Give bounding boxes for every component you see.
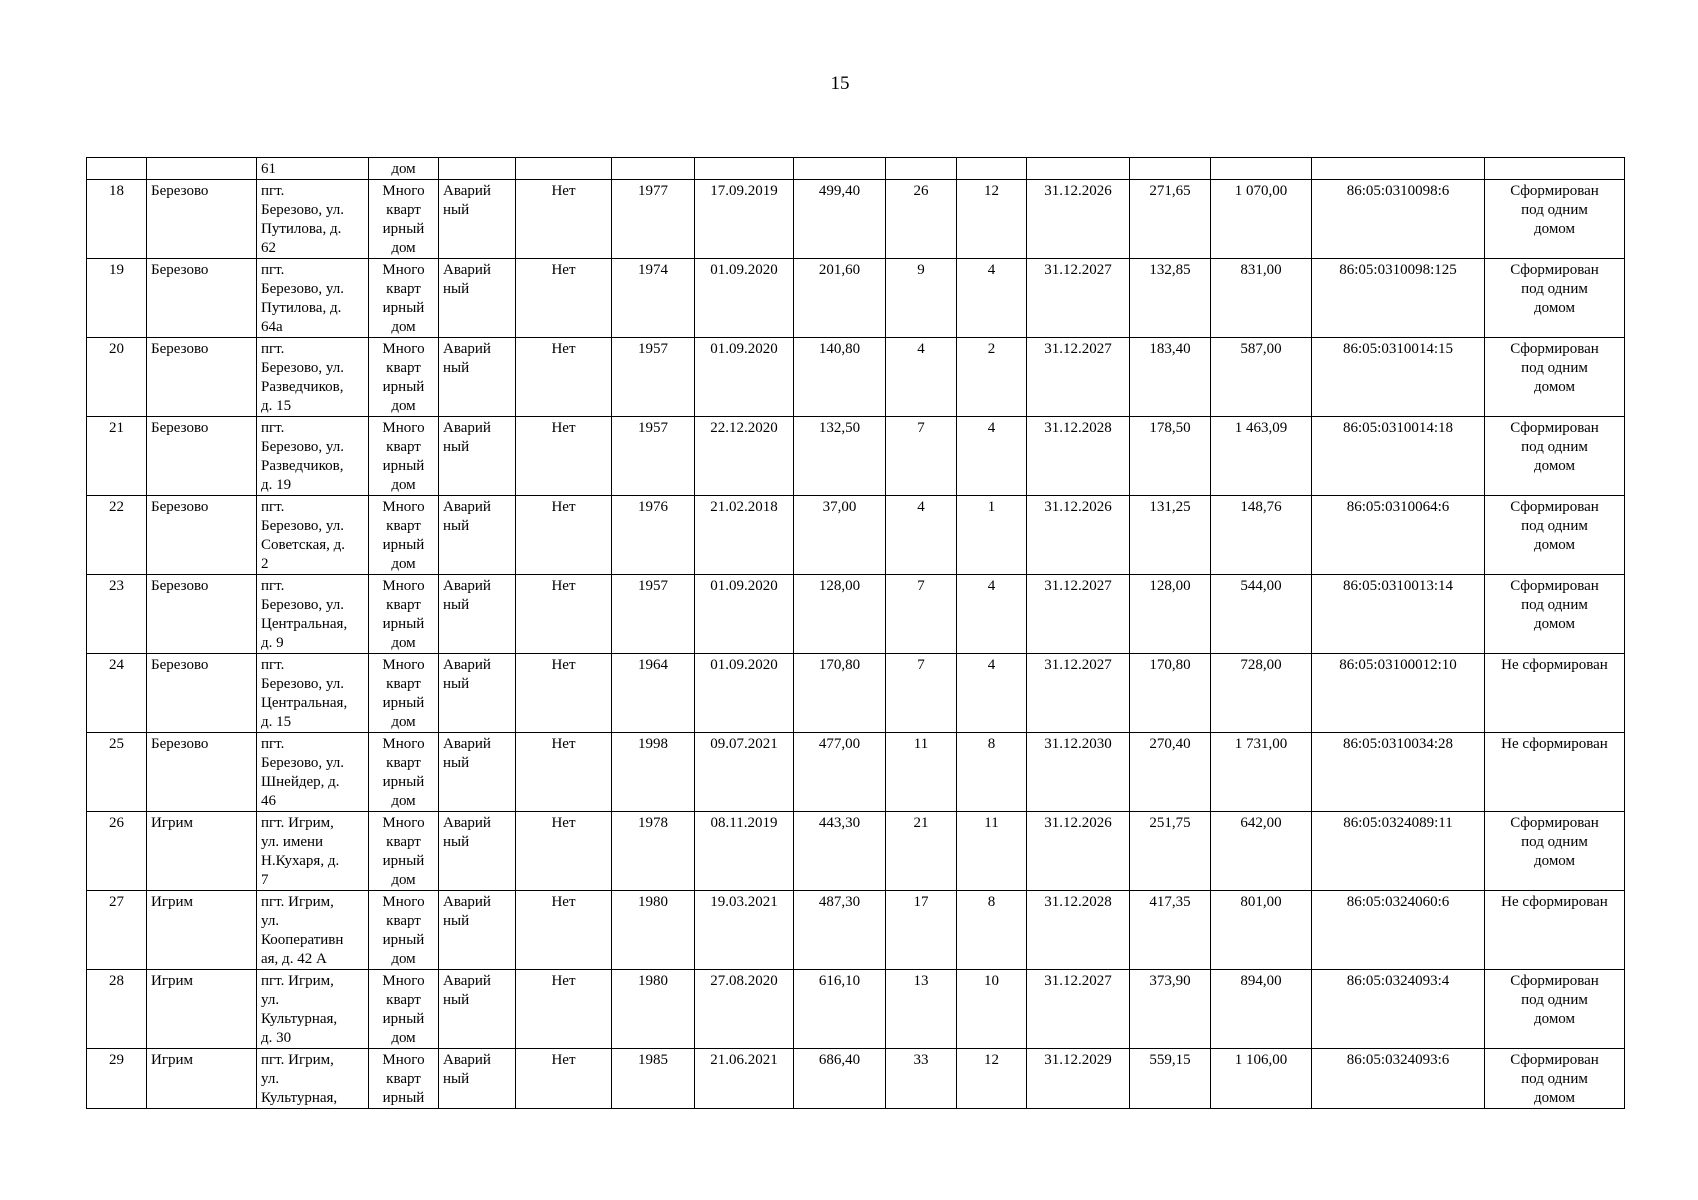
cell-land-status: Сформирован под одним домом — [1485, 259, 1625, 338]
cell-area: 443,30 — [794, 812, 886, 891]
cell-year: 1957 — [612, 575, 695, 654]
cell-land-area: 148,76 — [1211, 496, 1312, 575]
cell-residents: 9 — [886, 259, 957, 338]
cell-residents: 7 — [886, 654, 957, 733]
cell-num: 18 — [87, 180, 147, 259]
cell-deadline: 31.12.2027 — [1027, 259, 1130, 338]
cell-cadastral: 86:05:0324093:6 — [1312, 1049, 1485, 1109]
cell-locality: Игрим — [147, 1049, 257, 1109]
cell-land-area: 894,00 — [1211, 970, 1312, 1049]
cell-date: 01.09.2020 — [695, 575, 794, 654]
cell-apartments — [957, 158, 1027, 180]
cell-num: 20 — [87, 338, 147, 417]
cell-area: 616,10 — [794, 970, 886, 1049]
cell-land-status: Не сформирован — [1485, 891, 1625, 970]
cell-apartments: 4 — [957, 417, 1027, 496]
cell-flag: Нет — [516, 180, 612, 259]
cell-residents: 7 — [886, 575, 957, 654]
cell-year: 1957 — [612, 338, 695, 417]
cell-year: 1980 — [612, 970, 695, 1049]
cell-condition: Аварий ный — [439, 733, 516, 812]
cell-year — [612, 158, 695, 180]
cell-residents: 11 — [886, 733, 957, 812]
cell-area2: 131,25 — [1130, 496, 1211, 575]
cell-year: 1977 — [612, 180, 695, 259]
cell-year: 1985 — [612, 1049, 695, 1109]
cell-num — [87, 158, 147, 180]
cell-condition: Аварий ный — [439, 970, 516, 1049]
cell-locality: Березово — [147, 417, 257, 496]
cell-deadline: 31.12.2027 — [1027, 970, 1130, 1049]
cell-area — [794, 158, 886, 180]
cell-date: 01.09.2020 — [695, 338, 794, 417]
cell-area: 128,00 — [794, 575, 886, 654]
cell-apartments: 4 — [957, 654, 1027, 733]
cell-residents: 7 — [886, 417, 957, 496]
cell-apartments: 2 — [957, 338, 1027, 417]
cell-area: 487,30 — [794, 891, 886, 970]
cell-date: 01.09.2020 — [695, 654, 794, 733]
cell-land-status: Сформирован под одним домом — [1485, 812, 1625, 891]
cell-cadastral: 86:05:0310013:14 — [1312, 575, 1485, 654]
cell-condition: Аварий ный — [439, 575, 516, 654]
cell-year: 1964 — [612, 654, 695, 733]
cell-address: пгт. Березово, ул. Путилова, д. 64а — [257, 259, 369, 338]
cell-address: пгт. Березово, ул. Центральная, д. 15 — [257, 654, 369, 733]
cell-deadline: 31.12.2030 — [1027, 733, 1130, 812]
cell-residents: 13 — [886, 970, 957, 1049]
cell-year: 1998 — [612, 733, 695, 812]
cell-residents: 4 — [886, 496, 957, 575]
cell-locality: Березово — [147, 654, 257, 733]
cell-address: пгт. Игрим, ул. имени Н.Кухаря, д. 7 — [257, 812, 369, 891]
cell-type: Много кварт ирный дом — [369, 496, 439, 575]
cell-area: 140,80 — [794, 338, 886, 417]
cell-deadline: 31.12.2026 — [1027, 496, 1130, 575]
cell-type: Много кварт ирный дом — [369, 970, 439, 1049]
cell-address: пгт. Игрим, ул. Кооперативн ая, д. 42 А — [257, 891, 369, 970]
cell-num: 28 — [87, 970, 147, 1049]
housing-registry-table — [86, 157, 1625, 1109]
cell-address: пгт. Березово, ул. Центральная, д. 9 — [257, 575, 369, 654]
cell-deadline: 31.12.2027 — [1027, 654, 1130, 733]
cell-apartments: 11 — [957, 812, 1027, 891]
table-row — [87, 970, 1625, 1049]
cell-flag: Нет — [516, 812, 612, 891]
cell-apartments: 8 — [957, 733, 1027, 812]
cell-area: 201,60 — [794, 259, 886, 338]
table-row — [87, 654, 1625, 733]
cell-locality: Березово — [147, 338, 257, 417]
cell-address: пгт. Игрим, ул. Культурная, д. 30 — [257, 970, 369, 1049]
cell-cadastral: 86:05:0310014:18 — [1312, 417, 1485, 496]
cell-num: 27 — [87, 891, 147, 970]
cell-land-status: Сформирован под одним домом — [1485, 338, 1625, 417]
cell-num: 23 — [87, 575, 147, 654]
cell-cadastral — [1312, 158, 1485, 180]
cell-num: 21 — [87, 417, 147, 496]
cell-area2: 170,80 — [1130, 654, 1211, 733]
cell-flag: Нет — [516, 970, 612, 1049]
cell-condition: Аварий ный — [439, 1049, 516, 1109]
cell-type: Много кварт ирный дом — [369, 812, 439, 891]
continuation-row — [87, 158, 1625, 180]
cell-area2: 373,90 — [1130, 970, 1211, 1049]
cell-date: 01.09.2020 — [695, 259, 794, 338]
cell-condition: Аварий ный — [439, 891, 516, 970]
cell-cadastral: 86:05:0310014:15 — [1312, 338, 1485, 417]
cell-locality — [147, 158, 257, 180]
cell-residents: 21 — [886, 812, 957, 891]
cell-type: Много кварт ирный дом — [369, 733, 439, 812]
cell-area: 499,40 — [794, 180, 886, 259]
cell-land-area: 831,00 — [1211, 259, 1312, 338]
cell-date — [695, 158, 794, 180]
cell-flag: Нет — [516, 496, 612, 575]
cell-area2 — [1130, 158, 1211, 180]
cell-flag — [516, 158, 612, 180]
cell-locality: Игрим — [147, 970, 257, 1049]
table-body — [87, 158, 1625, 1109]
cell-area: 686,40 — [794, 1049, 886, 1109]
cell-land-status: Сформирован под одним домом — [1485, 417, 1625, 496]
cell-flag: Нет — [516, 654, 612, 733]
table-row — [87, 1049, 1625, 1109]
cell-locality: Игрим — [147, 812, 257, 891]
cell-flag: Нет — [516, 575, 612, 654]
cell-deadline: 31.12.2026 — [1027, 812, 1130, 891]
cell-condition: Аварий ный — [439, 812, 516, 891]
cell-condition — [439, 158, 516, 180]
cell-apartments: 4 — [957, 259, 1027, 338]
cell-condition: Аварий ный — [439, 496, 516, 575]
cell-flag: Нет — [516, 1049, 612, 1109]
cell-land-area: 544,00 — [1211, 575, 1312, 654]
cell-date: 22.12.2020 — [695, 417, 794, 496]
cell-locality: Березово — [147, 575, 257, 654]
cell-residents: 17 — [886, 891, 957, 970]
cell-condition: Аварий ный — [439, 417, 516, 496]
cell-cadastral: 86:05:03100012:10 — [1312, 654, 1485, 733]
table-row — [87, 733, 1625, 812]
cell-land-area: 728,00 — [1211, 654, 1312, 733]
cell-date: 17.09.2019 — [695, 180, 794, 259]
cell-land-area: 1 106,00 — [1211, 1049, 1312, 1109]
cell-condition: Аварий ный — [439, 180, 516, 259]
cell-num: 26 — [87, 812, 147, 891]
cell-locality: Березово — [147, 496, 257, 575]
cell-cadastral: 86:05:0324060:6 — [1312, 891, 1485, 970]
cell-land-status: Сформирован под одним домом — [1485, 180, 1625, 259]
cell-type: Много кварт ирный дом — [369, 891, 439, 970]
cell-type: Много кварт ирный дом — [369, 259, 439, 338]
cell-apartments: 8 — [957, 891, 1027, 970]
cell-land-status: Не сформирован — [1485, 733, 1625, 812]
cell-area: 37,00 — [794, 496, 886, 575]
cell-cadastral: 86:05:0310034:28 — [1312, 733, 1485, 812]
cell-num: 24 — [87, 654, 147, 733]
cell-area2: 559,15 — [1130, 1049, 1211, 1109]
cell-cadastral: 86:05:0324093:4 — [1312, 970, 1485, 1049]
cell-area2: 271,65 — [1130, 180, 1211, 259]
cell-date: 08.11.2019 — [695, 812, 794, 891]
cell-cadastral: 86:05:0310098:125 — [1312, 259, 1485, 338]
page-number: 15 — [830, 73, 850, 94]
cell-area2: 128,00 — [1130, 575, 1211, 654]
cell-land-status: Сформирован под одним домом — [1485, 496, 1625, 575]
cell-deadline: 31.12.2028 — [1027, 891, 1130, 970]
cell-deadline: 31.12.2028 — [1027, 417, 1130, 496]
cell-flag: Нет — [516, 417, 612, 496]
cell-address: пгт. Березово, ул. Шнейдер, д. 46 — [257, 733, 369, 812]
cell-address: пгт. Березово, ул. Советская, д. 2 — [257, 496, 369, 575]
cell-land-area: 1 070,00 — [1211, 180, 1312, 259]
cell-flag: Нет — [516, 338, 612, 417]
cell-area2: 417,35 — [1130, 891, 1211, 970]
cell-date: 19.03.2021 — [695, 891, 794, 970]
cell-locality: Березово — [147, 259, 257, 338]
cell-apartments: 12 — [957, 180, 1027, 259]
cell-type: Много кварт ирный дом — [369, 654, 439, 733]
cell-year: 1980 — [612, 891, 695, 970]
cell-land-status — [1485, 158, 1625, 180]
cell-land-area: 1 731,00 — [1211, 733, 1312, 812]
cell-cadastral: 86:05:0310098:6 — [1312, 180, 1485, 259]
cell-flag: Нет — [516, 733, 612, 812]
cell-area: 170,80 — [794, 654, 886, 733]
cell-land-area — [1211, 158, 1312, 180]
cell-deadline: 31.12.2027 — [1027, 338, 1130, 417]
cell-deadline: 31.12.2026 — [1027, 180, 1130, 259]
table-row — [87, 496, 1625, 575]
cell-area: 132,50 — [794, 417, 886, 496]
cell-date: 27.08.2020 — [695, 970, 794, 1049]
table-row — [87, 891, 1625, 970]
cell-apartments: 4 — [957, 575, 1027, 654]
cell-locality: Игрим — [147, 891, 257, 970]
cell-address: пгт. Березово, ул. Путилова, д. 62 — [257, 180, 369, 259]
cell-apartments: 12 — [957, 1049, 1027, 1109]
cell-year: 1957 — [612, 417, 695, 496]
cell-residents — [886, 158, 957, 180]
cell-deadline: 31.12.2029 — [1027, 1049, 1130, 1109]
table-row — [87, 812, 1625, 891]
cell-land-area: 801,00 — [1211, 891, 1312, 970]
cell-locality: Березово — [147, 180, 257, 259]
cell-date: 21.02.2018 — [695, 496, 794, 575]
cell-apartments: 10 — [957, 970, 1027, 1049]
cell-residents: 4 — [886, 338, 957, 417]
table-row — [87, 180, 1625, 259]
cell-condition: Аварий ный — [439, 654, 516, 733]
cell-land-area: 1 463,09 — [1211, 417, 1312, 496]
cell-deadline: 31.12.2027 — [1027, 575, 1130, 654]
cell-area2: 132,85 — [1130, 259, 1211, 338]
cell-deadline — [1027, 158, 1130, 180]
cell-year: 1976 — [612, 496, 695, 575]
cell-land-area: 587,00 — [1211, 338, 1312, 417]
cell-residents: 26 — [886, 180, 957, 259]
cell-num: 22 — [87, 496, 147, 575]
cell-area2: 270,40 — [1130, 733, 1211, 812]
cell-type: Много кварт ирный дом — [369, 575, 439, 654]
table-row — [87, 338, 1625, 417]
table-row — [87, 575, 1625, 654]
cell-address: пгт. Березово, ул. Разведчиков, д. 15 — [257, 338, 369, 417]
cell-residents: 33 — [886, 1049, 957, 1109]
cell-land-status: Сформирован под одним домом — [1485, 575, 1625, 654]
cell-date: 21.06.2021 — [695, 1049, 794, 1109]
cell-condition: Аварий ный — [439, 338, 516, 417]
cell-cadastral: 86:05:0324089:11 — [1312, 812, 1485, 891]
cell-address: пгт. Березово, ул. Разведчиков, д. 19 — [257, 417, 369, 496]
cell-area2: 178,50 — [1130, 417, 1211, 496]
cell-type: Много кварт ирный — [369, 1049, 439, 1109]
cell-area2: 251,75 — [1130, 812, 1211, 891]
table-row — [87, 417, 1625, 496]
cell-year: 1974 — [612, 259, 695, 338]
cell-locality: Березово — [147, 733, 257, 812]
cell-num: 25 — [87, 733, 147, 812]
cell-condition: Аварий ный — [439, 259, 516, 338]
cell-flag: Нет — [516, 891, 612, 970]
cell-area2: 183,40 — [1130, 338, 1211, 417]
cell-type: дом — [369, 158, 439, 180]
cell-land-area: 642,00 — [1211, 812, 1312, 891]
cell-cadastral: 86:05:0310064:6 — [1312, 496, 1485, 575]
cell-apartments: 1 — [957, 496, 1027, 575]
cell-land-status: Сформирован под одним домом — [1485, 970, 1625, 1049]
cell-address: 61 — [257, 158, 369, 180]
cell-year: 1978 — [612, 812, 695, 891]
cell-area: 477,00 — [794, 733, 886, 812]
cell-land-status: Не сформирован — [1485, 654, 1625, 733]
cell-type: Много кварт ирный дом — [369, 180, 439, 259]
cell-flag: Нет — [516, 259, 612, 338]
cell-date: 09.07.2021 — [695, 733, 794, 812]
table-row — [87, 259, 1625, 338]
cell-type: Много кварт ирный дом — [369, 417, 439, 496]
cell-num: 19 — [87, 259, 147, 338]
cell-type: Много кварт ирный дом — [369, 338, 439, 417]
cell-num: 29 — [87, 1049, 147, 1109]
cell-land-status: Сформирован под одним домом — [1485, 1049, 1625, 1109]
cell-address: пгт. Игрим, ул. Культурная, — [257, 1049, 369, 1109]
